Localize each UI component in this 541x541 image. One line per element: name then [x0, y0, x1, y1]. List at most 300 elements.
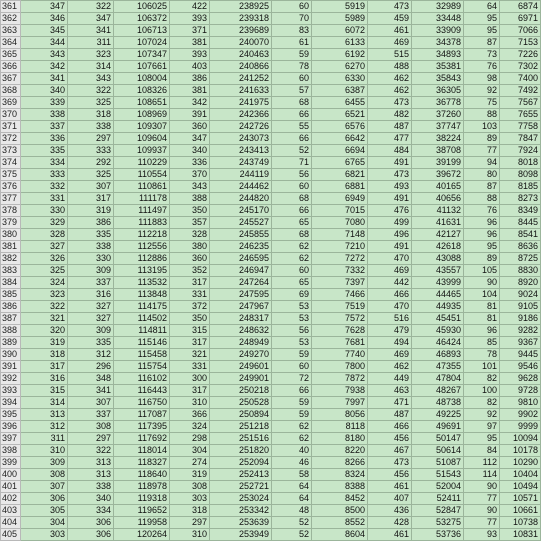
table-cell[interactable]: 113532: [114, 277, 170, 289]
table-cell[interactable]: 327: [21, 241, 68, 253]
table-cell[interactable]: 243749: [210, 157, 272, 169]
table-cell[interactable]: 64: [272, 493, 312, 505]
table-cell[interactable]: 318: [170, 505, 210, 517]
table-cell[interactable]: 473: [368, 97, 412, 109]
table-cell[interactable]: 48: [272, 505, 312, 517]
table-cell[interactable]: 7924: [500, 145, 541, 157]
table-cell[interactable]: 8830: [500, 265, 541, 277]
table-cell[interactable]: 312: [68, 349, 114, 361]
table-cell[interactable]: 90: [464, 277, 500, 289]
table-cell[interactable]: 62: [272, 421, 312, 433]
table-cell[interactable]: 112: [464, 457, 500, 469]
table-cell[interactable]: 88: [464, 109, 500, 121]
table-cell[interactable]: 327: [68, 301, 114, 313]
table-cell[interactable]: 8018: [500, 157, 541, 169]
table-cell[interactable]: 45451: [412, 313, 464, 325]
table-cell[interactable]: 6765: [312, 157, 368, 169]
table-cell[interactable]: 52847: [412, 505, 464, 517]
table-cell[interactable]: 462: [368, 73, 412, 85]
table-cell[interactable]: 463: [368, 385, 412, 397]
table-cell[interactable]: 61: [272, 37, 312, 49]
row-header[interactable]: 364: [1, 37, 21, 49]
row-header[interactable]: 388: [1, 325, 21, 337]
table-cell[interactable]: 321: [21, 313, 68, 325]
table-cell[interactable]: 335: [68, 337, 114, 349]
table-cell[interactable]: 90: [464, 481, 500, 493]
table-cell[interactable]: 117395: [114, 421, 170, 433]
table-cell[interactable]: 6881: [312, 181, 368, 193]
table-cell[interactable]: 65: [272, 217, 312, 229]
table-cell[interactable]: 5919: [312, 1, 368, 13]
table-cell[interactable]: 118327: [114, 457, 170, 469]
table-cell[interactable]: 6192: [312, 49, 368, 61]
table-cell[interactable]: 40: [272, 445, 312, 457]
table-cell[interactable]: 360: [170, 253, 210, 265]
table-cell[interactable]: 333: [21, 169, 68, 181]
table-cell[interactable]: 311: [21, 433, 68, 445]
table-cell[interactable]: 296: [68, 361, 114, 373]
table-cell[interactable]: 9445: [500, 349, 541, 361]
table-cell[interactable]: 95: [464, 25, 500, 37]
table-cell[interactable]: 9105: [500, 301, 541, 313]
table-cell[interactable]: 292: [68, 157, 114, 169]
row-header[interactable]: 361: [1, 1, 21, 13]
table-cell[interactable]: 315: [170, 325, 210, 337]
table-cell[interactable]: 303: [21, 529, 68, 541]
table-cell[interactable]: 7997: [312, 397, 368, 409]
row-header[interactable]: 386: [1, 301, 21, 313]
table-cell[interactable]: 335: [68, 229, 114, 241]
table-cell[interactable]: 62: [272, 241, 312, 253]
table-cell[interactable]: 477: [368, 133, 412, 145]
table-cell[interactable]: 8552: [312, 517, 368, 529]
row-header[interactable]: 383: [1, 265, 21, 277]
table-cell[interactable]: 7153: [500, 37, 541, 49]
table-cell[interactable]: 49225: [412, 409, 464, 421]
table-cell[interactable]: 96: [464, 325, 500, 337]
table-cell[interactable]: 38708: [412, 145, 464, 157]
table-cell[interactable]: 83: [272, 25, 312, 37]
table-cell[interactable]: 253949: [210, 529, 272, 541]
table-cell[interactable]: 240070: [210, 37, 272, 49]
row-header[interactable]: 375: [1, 169, 21, 181]
table-cell[interactable]: 494: [368, 337, 412, 349]
row-header[interactable]: 369: [1, 97, 21, 109]
table-cell[interactable]: 7080: [312, 217, 368, 229]
table-cell[interactable]: 6576: [312, 121, 368, 133]
table-cell[interactable]: 250218: [210, 385, 272, 397]
table-cell[interactable]: 50614: [412, 445, 464, 457]
row-header[interactable]: 367: [1, 73, 21, 85]
table-cell[interactable]: 516: [368, 313, 412, 325]
table-cell[interactable]: 6694: [312, 145, 368, 157]
table-cell[interactable]: 119652: [114, 505, 170, 517]
table-cell[interactable]: 71: [272, 157, 312, 169]
table-cell[interactable]: 118640: [114, 469, 170, 481]
row-header[interactable]: 379: [1, 217, 21, 229]
table-cell[interactable]: 42127: [412, 229, 464, 241]
row-header[interactable]: 399: [1, 457, 21, 469]
table-cell[interactable]: 32989: [412, 1, 464, 13]
table-cell[interactable]: 471: [368, 397, 412, 409]
table-cell[interactable]: 470: [368, 301, 412, 313]
table-cell[interactable]: 248632: [210, 325, 272, 337]
table-cell[interactable]: 371: [170, 25, 210, 37]
table-cell[interactable]: 33909: [412, 25, 464, 37]
row-header[interactable]: 371: [1, 121, 21, 133]
table-cell[interactable]: 106713: [114, 25, 170, 37]
table-cell[interactable]: 43088: [412, 253, 464, 265]
table-cell[interactable]: 60: [272, 361, 312, 373]
table-cell[interactable]: 7628: [312, 325, 368, 337]
table-cell[interactable]: 56: [272, 169, 312, 181]
table-cell[interactable]: 8604: [312, 529, 368, 541]
table-cell[interactable]: 118014: [114, 445, 170, 457]
table-cell[interactable]: 90: [464, 505, 500, 517]
table-cell[interactable]: 314: [21, 397, 68, 409]
table-cell[interactable]: 428: [368, 517, 412, 529]
table-cell[interactable]: 6455: [312, 97, 368, 109]
table-cell[interactable]: 59: [272, 409, 312, 421]
table-cell[interactable]: 7800: [312, 361, 368, 373]
table-cell[interactable]: 346: [21, 13, 68, 25]
table-cell[interactable]: 105: [464, 265, 500, 277]
row-header[interactable]: 374: [1, 157, 21, 169]
table-cell[interactable]: 8541: [500, 229, 541, 241]
table-cell[interactable]: 338: [68, 481, 114, 493]
table-cell[interactable]: 37747: [412, 121, 464, 133]
table-cell[interactable]: 461: [368, 481, 412, 493]
table-cell[interactable]: 7400: [500, 73, 541, 85]
table-cell[interactable]: 51543: [412, 469, 464, 481]
table-cell[interactable]: 322: [21, 301, 68, 313]
table-cell[interactable]: 469: [368, 265, 412, 277]
table-cell[interactable]: 45930: [412, 325, 464, 337]
table-cell[interactable]: 65: [272, 277, 312, 289]
table-cell[interactable]: 244462: [210, 181, 272, 193]
table-cell[interactable]: 7302: [500, 61, 541, 73]
row-header[interactable]: 405: [1, 529, 21, 541]
table-cell[interactable]: 10494: [500, 481, 541, 493]
table-cell[interactable]: 343: [68, 73, 114, 85]
table-cell[interactable]: 436: [368, 505, 412, 517]
table-cell[interactable]: 462: [368, 85, 412, 97]
table-cell[interactable]: 57: [272, 85, 312, 97]
table-cell[interactable]: 64: [464, 1, 500, 13]
table-cell[interactable]: 251218: [210, 421, 272, 433]
table-cell[interactable]: 337: [21, 121, 68, 133]
table-cell[interactable]: 240463: [210, 49, 272, 61]
table-cell[interactable]: 324: [21, 277, 68, 289]
table-cell[interactable]: 85: [464, 337, 500, 349]
table-cell[interactable]: 114502: [114, 313, 170, 325]
table-cell[interactable]: 35381: [412, 61, 464, 73]
table-cell[interactable]: 251516: [210, 433, 272, 445]
table-cell[interactable]: 114: [464, 469, 500, 481]
table-cell[interactable]: 62: [272, 433, 312, 445]
table-cell[interactable]: 306: [68, 529, 114, 541]
table-cell[interactable]: 338: [68, 241, 114, 253]
row-header[interactable]: 363: [1, 25, 21, 37]
table-cell[interactable]: 6821: [312, 169, 368, 181]
table-cell[interactable]: 380: [170, 241, 210, 253]
table-cell[interactable]: 52411: [412, 493, 464, 505]
row-header[interactable]: 366: [1, 61, 21, 73]
table-cell[interactable]: 109604: [114, 133, 170, 145]
table-cell[interactable]: 8056: [312, 409, 368, 421]
table-cell[interactable]: 46893: [412, 349, 464, 361]
table-cell[interactable]: 324: [170, 421, 210, 433]
table-cell[interactable]: 8388: [312, 481, 368, 493]
table-cell[interactable]: 70: [272, 13, 312, 25]
table-cell[interactable]: 112556: [114, 241, 170, 253]
table-cell[interactable]: 68: [272, 97, 312, 109]
table-cell[interactable]: 422: [170, 1, 210, 13]
table-cell[interactable]: 350: [170, 313, 210, 325]
table-cell[interactable]: 333: [68, 145, 114, 157]
row-header[interactable]: 372: [1, 133, 21, 145]
table-cell[interactable]: 7872: [312, 373, 368, 385]
table-cell[interactable]: 6330: [312, 73, 368, 85]
table-cell[interactable]: 482: [368, 109, 412, 121]
table-cell[interactable]: 60: [272, 1, 312, 13]
table-cell[interactable]: 330: [68, 253, 114, 265]
table-cell[interactable]: 7210: [312, 241, 368, 253]
table-cell[interactable]: 239318: [210, 13, 272, 25]
table-cell[interactable]: 68: [272, 229, 312, 241]
table-cell[interactable]: 309: [68, 265, 114, 277]
table-cell[interactable]: 6949: [312, 193, 368, 205]
table-cell[interactable]: 56: [272, 325, 312, 337]
table-cell[interactable]: 326: [21, 253, 68, 265]
row-header[interactable]: 390: [1, 349, 21, 361]
table-cell[interactable]: 337: [68, 409, 114, 421]
table-cell[interactable]: 491: [368, 241, 412, 253]
table-cell[interactable]: 317: [170, 337, 210, 349]
table-cell[interactable]: 304: [21, 517, 68, 529]
table-cell[interactable]: 244820: [210, 193, 272, 205]
table-cell[interactable]: 92: [464, 85, 500, 97]
table-cell[interactable]: 407: [368, 493, 412, 505]
table-cell[interactable]: 315: [21, 385, 68, 397]
table-cell[interactable]: 314: [68, 61, 114, 73]
table-cell[interactable]: 484: [368, 145, 412, 157]
table-cell[interactable]: 80: [464, 169, 500, 181]
table-cell[interactable]: 98: [464, 73, 500, 85]
table-cell[interactable]: 323: [68, 49, 114, 61]
table-cell[interactable]: 386: [68, 217, 114, 229]
table-cell[interactable]: 10094: [500, 433, 541, 445]
table-cell[interactable]: 81: [464, 313, 500, 325]
table-cell[interactable]: 352: [170, 265, 210, 277]
table-cell[interactable]: 111178: [114, 193, 170, 205]
table-cell[interactable]: 104: [464, 289, 500, 301]
table-cell[interactable]: 114811: [114, 325, 170, 337]
table-cell[interactable]: 53: [272, 313, 312, 325]
table-cell[interactable]: 116750: [114, 397, 170, 409]
table-cell[interactable]: 58: [272, 469, 312, 481]
table-cell[interactable]: 53736: [412, 529, 464, 541]
table-cell[interactable]: 322: [68, 1, 114, 13]
table-cell[interactable]: 117087: [114, 409, 170, 421]
table-cell[interactable]: 8220: [312, 445, 368, 457]
table-cell[interactable]: 109937: [114, 145, 170, 157]
table-cell[interactable]: 10831: [500, 529, 541, 541]
table-cell[interactable]: 7272: [312, 253, 368, 265]
table-cell[interactable]: 34378: [412, 37, 464, 49]
table-cell[interactable]: 307: [68, 181, 114, 193]
table-cell[interactable]: 310: [170, 529, 210, 541]
table-cell[interactable]: 114175: [114, 301, 170, 313]
table-cell[interactable]: 393: [170, 49, 210, 61]
table-cell[interactable]: 325: [68, 169, 114, 181]
table-cell[interactable]: 462: [368, 361, 412, 373]
table-cell[interactable]: 6133: [312, 37, 368, 49]
table-cell[interactable]: 10571: [500, 493, 541, 505]
table-cell[interactable]: 48267: [412, 385, 464, 397]
table-cell[interactable]: 8180: [312, 433, 368, 445]
table-cell[interactable]: 329: [21, 217, 68, 229]
table-cell[interactable]: 366: [170, 409, 210, 421]
table-cell[interactable]: 476: [368, 205, 412, 217]
table-cell[interactable]: 101: [464, 361, 500, 373]
table-cell[interactable]: 6971: [500, 13, 541, 25]
row-header[interactable]: 403: [1, 505, 21, 517]
table-cell[interactable]: 310: [21, 445, 68, 457]
table-cell[interactable]: 341: [68, 385, 114, 397]
row-header[interactable]: 373: [1, 145, 21, 157]
table-cell[interactable]: 9546: [500, 361, 541, 373]
table-cell[interactable]: 6521: [312, 109, 368, 121]
table-cell[interactable]: 59: [272, 349, 312, 361]
row-header[interactable]: 370: [1, 109, 21, 121]
table-cell[interactable]: 42618: [412, 241, 464, 253]
row-header[interactable]: 402: [1, 493, 21, 505]
table-cell[interactable]: 59: [272, 397, 312, 409]
table-cell[interactable]: 461: [368, 529, 412, 541]
table-cell[interactable]: 338: [21, 109, 68, 121]
table-cell[interactable]: 473: [368, 457, 412, 469]
table-cell[interactable]: 307: [68, 397, 114, 409]
table-cell[interactable]: 7226: [500, 49, 541, 61]
table-cell[interactable]: 313: [68, 469, 114, 481]
table-cell[interactable]: 40165: [412, 181, 464, 193]
table-cell[interactable]: 357: [170, 217, 210, 229]
table-cell[interactable]: 316: [21, 373, 68, 385]
row-header[interactable]: 400: [1, 469, 21, 481]
table-cell[interactable]: 7519: [312, 301, 368, 313]
table-cell[interactable]: 78: [464, 349, 500, 361]
table-cell[interactable]: 77: [464, 493, 500, 505]
table-cell[interactable]: 40656: [412, 193, 464, 205]
table-cell[interactable]: 7938: [312, 385, 368, 397]
table-cell[interactable]: 81: [464, 301, 500, 313]
table-cell[interactable]: 319: [68, 205, 114, 217]
row-header[interactable]: 391: [1, 361, 21, 373]
table-cell[interactable]: 328: [170, 229, 210, 241]
table-cell[interactable]: 9367: [500, 337, 541, 349]
table-cell[interactable]: 242726: [210, 121, 272, 133]
table-cell[interactable]: 243073: [210, 133, 272, 145]
table-cell[interactable]: 115754: [114, 361, 170, 373]
table-cell[interactable]: 334: [68, 505, 114, 517]
table-cell[interactable]: 6874: [500, 1, 541, 13]
table-cell[interactable]: 250894: [210, 409, 272, 421]
table-cell[interactable]: 305: [21, 505, 68, 517]
table-cell[interactable]: 241633: [210, 85, 272, 97]
table-cell[interactable]: 487: [368, 409, 412, 421]
row-header[interactable]: 384: [1, 277, 21, 289]
row-header[interactable]: 380: [1, 229, 21, 241]
table-cell[interactable]: 106025: [114, 1, 170, 13]
table-cell[interactable]: 306: [68, 517, 114, 529]
table-cell[interactable]: 251820: [210, 445, 272, 457]
table-cell[interactable]: 332: [21, 181, 68, 193]
table-cell[interactable]: 388: [170, 193, 210, 205]
table-cell[interactable]: 297: [68, 433, 114, 445]
table-cell[interactable]: 325: [21, 265, 68, 277]
table-cell[interactable]: 43557: [412, 265, 464, 277]
table-cell[interactable]: 348: [68, 373, 114, 385]
table-cell[interactable]: 459: [368, 13, 412, 25]
table-cell[interactable]: 252721: [210, 481, 272, 493]
table-cell[interactable]: 93: [464, 529, 500, 541]
table-cell[interactable]: 95: [464, 13, 500, 25]
table-cell[interactable]: 470: [368, 253, 412, 265]
table-cell[interactable]: 75: [464, 97, 500, 109]
table-cell[interactable]: 479: [368, 325, 412, 337]
table-cell[interactable]: 318: [21, 349, 68, 361]
table-cell[interactable]: 469: [368, 349, 412, 361]
table-cell[interactable]: 110861: [114, 181, 170, 193]
table-cell[interactable]: 245527: [210, 217, 272, 229]
table-cell[interactable]: 52: [272, 529, 312, 541]
table-cell[interactable]: 7492: [500, 85, 541, 97]
table-cell[interactable]: 337: [68, 277, 114, 289]
table-cell[interactable]: 239689: [210, 25, 272, 37]
table-cell[interactable]: 119318: [114, 493, 170, 505]
table-cell[interactable]: 60: [272, 265, 312, 277]
table-cell[interactable]: 467: [368, 445, 412, 457]
table-cell[interactable]: 120264: [114, 529, 170, 541]
table-cell[interactable]: 118978: [114, 481, 170, 493]
table-cell[interactable]: 111497: [114, 205, 170, 217]
table-cell[interactable]: 466: [368, 421, 412, 433]
table-cell[interactable]: 8636: [500, 241, 541, 253]
table-cell[interactable]: 76: [464, 205, 500, 217]
table-cell[interactable]: 107347: [114, 49, 170, 61]
table-cell[interactable]: 318: [68, 109, 114, 121]
table-cell[interactable]: 252413: [210, 469, 272, 481]
table-cell[interactable]: 66: [272, 133, 312, 145]
table-cell[interactable]: 308: [68, 421, 114, 433]
table-cell[interactable]: 372: [170, 301, 210, 313]
table-cell[interactable]: 38224: [412, 133, 464, 145]
table-cell[interactable]: 317: [21, 361, 68, 373]
table-cell[interactable]: 119958: [114, 517, 170, 529]
table-cell[interactable]: 9728: [500, 385, 541, 397]
table-cell[interactable]: 309: [68, 325, 114, 337]
table-cell[interactable]: 320: [21, 325, 68, 337]
table-cell[interactable]: 491: [368, 193, 412, 205]
table-cell[interactable]: 52: [272, 145, 312, 157]
table-cell[interactable]: 46: [272, 457, 312, 469]
table-cell[interactable]: 248317: [210, 313, 272, 325]
table-cell[interactable]: 342: [21, 61, 68, 73]
table-cell[interactable]: 7572: [312, 313, 368, 325]
table-cell[interactable]: 46424: [412, 337, 464, 349]
table-cell[interactable]: 69: [272, 289, 312, 301]
